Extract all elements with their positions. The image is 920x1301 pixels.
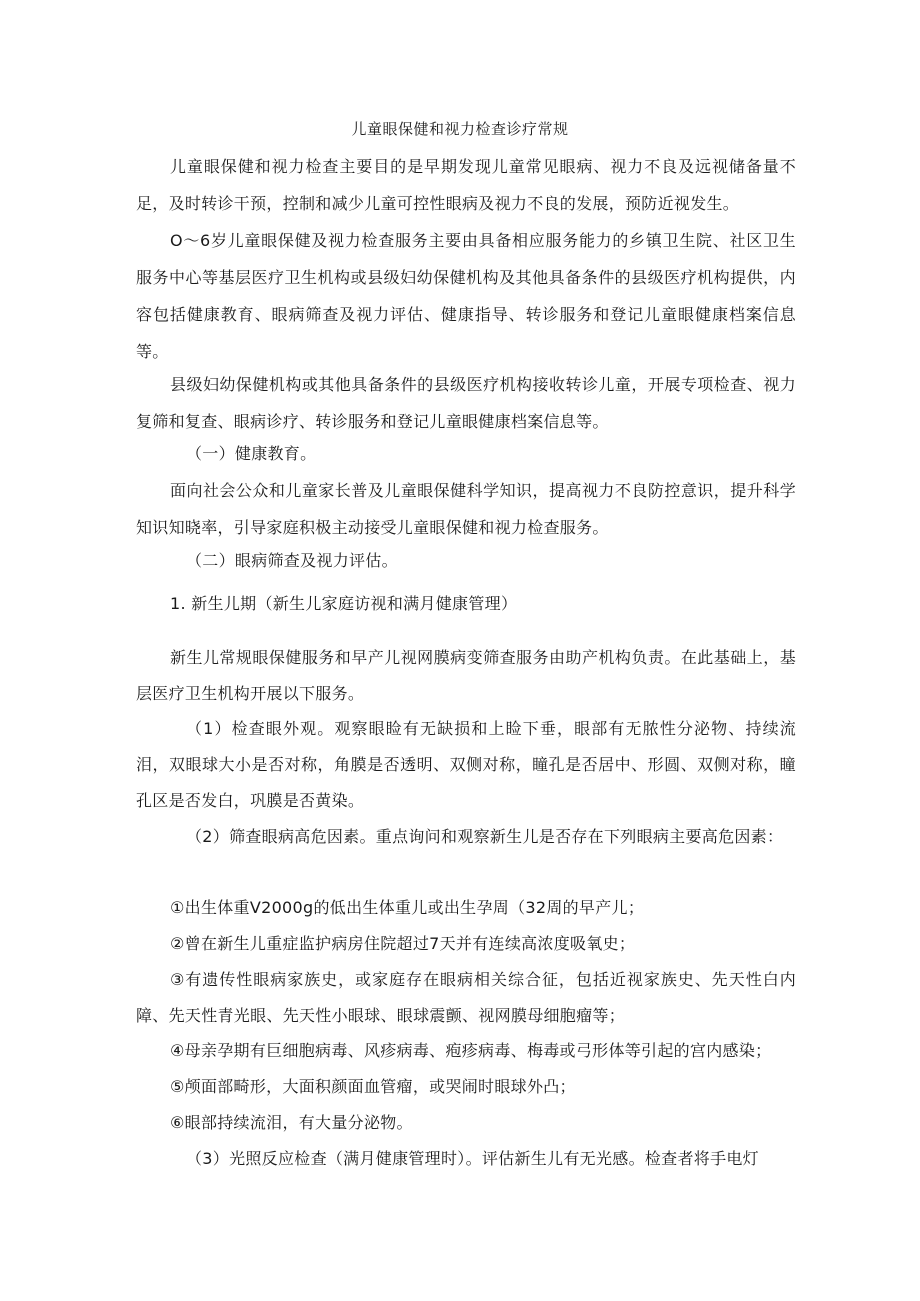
heading-newborn-period: 1. 新生儿期（新生儿家庭访视和满月健康管理）	[170, 594, 518, 613]
paragraph-eye-appearance: （1）检查眼外观。观察眼睑有无缺损和上睑下垂，眼部有无脓性分泌物、持续流泪，双眼球大小是否对称，角膜是否透明、双侧对称，瞳孔是否居中、形圆、双侧对称，瞳孔区是否发白，巩膜是否黄染。	[136, 719, 796, 810]
paragraph-service-providers: O～6岁儿童眼保健及视力检查服务主要由具备相应服务能力的乡镇卫生院、社区卫生服务中心等基层医疗卫生机构或县级妇幼保健机构及其他具备条件的县级医疗机构提供，内容包括健康教育、眼病筛查及视力评估、健康指导、转诊服务和登记儿童眼健康档案信息等。	[136, 231, 796, 361]
risk-item-3: ③有遗传性眼病家族史，或家庭存在眼病相关综合征，包括近视家族史、先天性白内障、先天性青光眼、先天性小眼球、眼球震颤、视网膜母细胞瘤等；	[136, 970, 796, 1025]
paragraph-newborn-services: 新生儿常规眼保健服务和早产儿视网膜病变筛查服务由助产机构负责。在此基础上，基层医疗卫生机构开展以下服务。	[136, 648, 796, 703]
risk-item-6: ⑥眼部持续流泪，有大量分泌物。	[170, 1113, 413, 1132]
risk-item-4: ④母亲孕期有巨细胞病毒、风疹病毒、疱疹病毒、梅毒或弓形体等引起的宫内感染；	[170, 1041, 772, 1060]
risk-item-5: ⑤颅面部畸形，大面积颜面血管瘤，或哭闹时眼球外凸；	[170, 1077, 576, 1096]
risk-item-1: ①出生体重V2000g的低出生体重儿或出生孕周（32周的早产儿；	[170, 898, 645, 917]
risk-item-2: ②曾在新生儿重症监护病房住院超过7天并有连续高浓度吸氧史；	[170, 934, 636, 953]
paragraph-risk-factors: （2）筛查眼病高危因素。重点询问和观察新生儿是否存在下列眼病主要高危因素：	[186, 827, 784, 846]
heading-health-education: （一）健康教育。	[186, 444, 317, 463]
heading-screening: （二）眼病筛查及视力评估。	[186, 551, 398, 570]
document-title: 儿童眼保健和视力检查诊疗常规	[351, 120, 569, 138]
paragraph-county-institutions: 县级妇幼保健机构或其他具备条件的县级医疗机构接收转诊儿童，开展专项检查、视力复筛和复查、眼病诊疗、转诊服务和登记儿童眼健康档案信息等。	[136, 375, 796, 431]
paragraph-light-reaction: （3）光照反应检查（满月健康管理时）。评估新生儿有无光感。检查者将手电灯	[186, 1149, 759, 1168]
paragraph-health-education: 面向社会公众和儿童家长普及儿童眼保健科学知识，提高视力不良防控意识，提升科学知识知晓率，引导家庭积极主动接受儿童眼保健和视力检查服务。	[136, 481, 796, 537]
paragraph-purpose: 儿童眼保健和视力检查主要目的是早期发现儿童常见眼病、视力不良及远视储备量不足，及时转诊干预，控制和减少儿童可控性眼病及视力不良的发展，预防近视发生。	[136, 157, 796, 213]
